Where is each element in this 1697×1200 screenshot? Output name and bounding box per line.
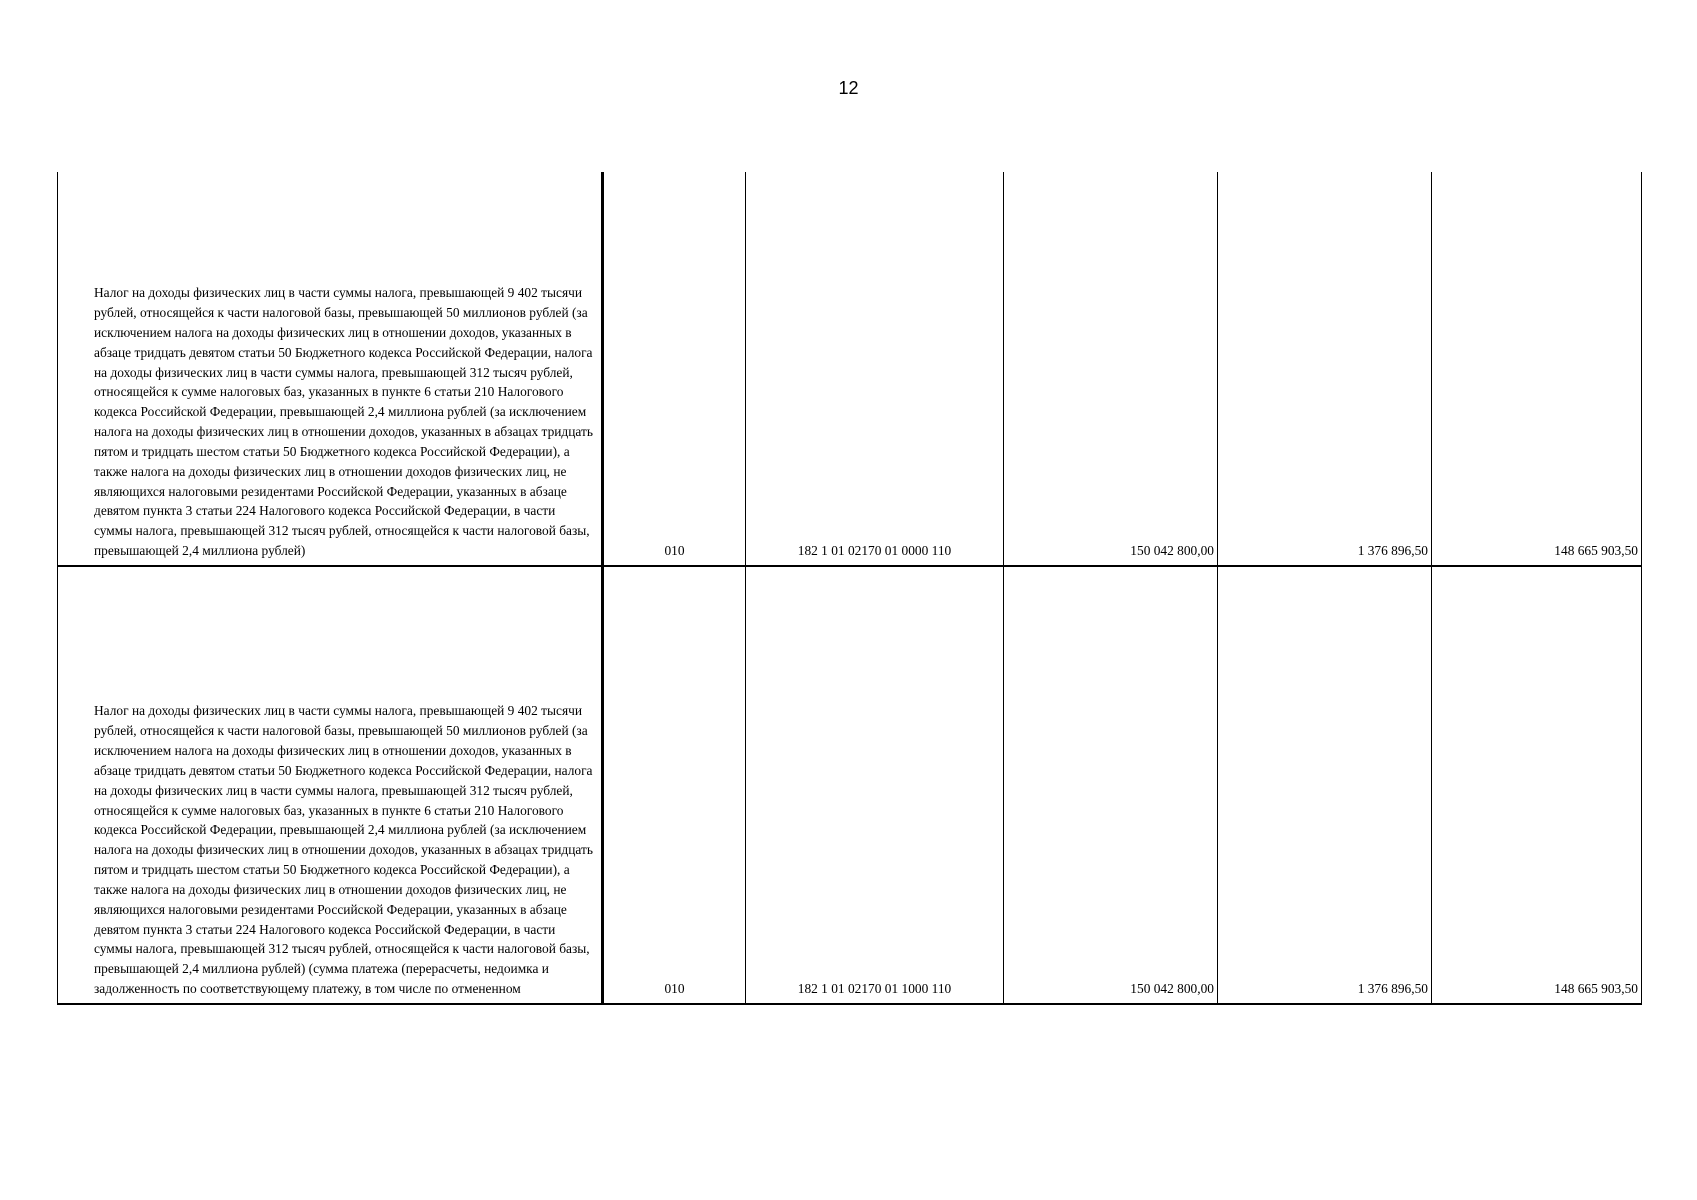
page-number: 12 xyxy=(838,78,859,98)
kbk-code-cell: 182 1 01 02170 01 0000 110 xyxy=(746,172,1004,566)
amount-unexecuted-cell: 148 665 903,50 xyxy=(1432,172,1642,566)
row-description: Налог на доходы физических лиц в части суммы налога, превышающей 9 402 тысячи рублей, относящейся к части налоговой базы, превышающей 50 миллионов рублей (за исключением налога на доходы физических лиц в отношении доходов, указанных в абзаце тридцать девятом статьи 50 Бюджетного кодекса Российской Федерации, налога на доходы физических лиц в части суммы налога, превышающей 312 тысяч рублей, относящейся к сумме налоговых баз, указанных в пункте 6 статьи 210 Налогового кодекса Российской Федерации, превышающей 2,4 миллиона рублей (за исключением налога на доходы физических лиц в отношении доходов, указанных в абзацах тридцать пятом и тридцать шестом статьи 50 Бюджетного кодекса Российской Федерации), а также налога на доходы физических лиц в отношении доходов физических лиц, не являющихся налоговыми резидентами Российской Федерации, указанных в абзаце девятом пункта 3 статьи 224 Налогового кодекса Российской Федерации, в части суммы налога, превышающей 312 тысяч рублей, относящейся к части налоговой базы, превышающей 2,4 миллиона рублей) xyxy=(94,285,593,559)
row-description-cell xyxy=(58,566,603,1004)
amount-approved-cell: 150 042 800,00 xyxy=(1004,566,1218,1004)
amount-executed-cell: 1 376 896,50 xyxy=(1218,566,1432,1004)
amount-unexecuted-cell: 148 665 903,50 xyxy=(1432,566,1642,1004)
amount-approved-cell: 150 042 800,00 xyxy=(1004,172,1218,566)
table-row xyxy=(58,172,1642,566)
revenue-table xyxy=(57,172,1642,1005)
amount-executed-cell: 1 376 896,50 xyxy=(1218,172,1432,566)
line-code-cell: 010 xyxy=(603,172,746,566)
row-description: Налог на доходы физических лиц в части суммы налога, превышающей 9 402 тысячи рублей, относящейся к части налоговой базы, превышающей 50 миллионов рублей (за исключением налога на доходы физических лиц в отношении доходов, указанных в абзаце тридцать девятом статьи 50 Бюджетного кодекса Российской Федерации, налога на доходы физических лиц в части суммы налога, превышающей 312 тысяч рублей, относящейся к сумме налоговых баз, указанных в пункте 6 статьи 210 Налогового кодекса Российской Федерации, превышающей 2,4 миллиона рублей (за исключением налога на доходы физических лиц в отношении доходов, указанных в абзацах тридцать пятом и тридцать шестом статьи 50 Бюджетного кодекса Российской Федерации), а также налога на доходы физических лиц в отношении доходов физических лиц, не являющихся налоговыми резидентами Российской Федерации, указанных в абзаце девятом пункта 3 статьи 224 Налогового кодекса Российской Федерации, в части суммы налога, превышающей 312 тысяч рублей, относящейся к части налоговой базы, превышающей 2,4 миллиона рублей) (сумма платежа (перерасчеты, недоимка и задолженность по соответствующему платежу, в том числе по отмененном xyxy=(94,703,593,997)
table-row xyxy=(58,566,1642,1004)
line-code-cell: 010 xyxy=(603,566,746,1004)
kbk-code-cell: 182 1 01 02170 01 1000 110 xyxy=(746,566,1004,1004)
row-description-cell xyxy=(58,172,603,566)
